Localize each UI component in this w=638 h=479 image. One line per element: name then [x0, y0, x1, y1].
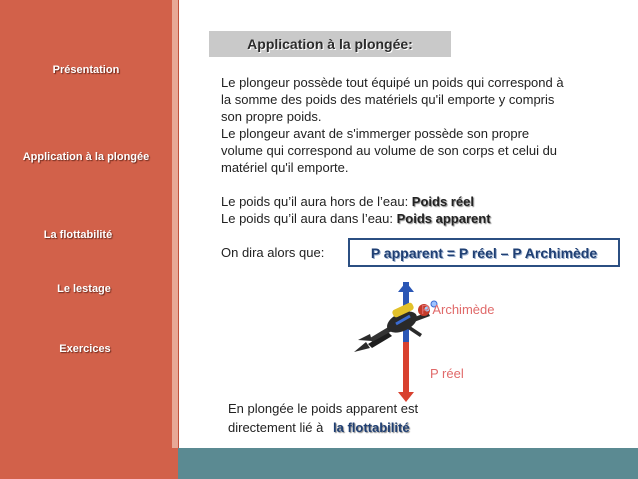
intro-line-2: la somme des poids des matériels qu'il emporte y compris: [221, 92, 555, 107]
poids-dans-eau-label: Le poids qu’il aura dans l’eau:: [221, 211, 397, 226]
intro-line-5: volume qui correspond au volume de son corps et celui du: [221, 143, 558, 158]
intro-line-1: Le plongeur possède tout équipé un poids qui correspond à: [221, 75, 564, 90]
conclusion-line-1: En plongée le poids apparent est: [228, 401, 419, 416]
formula-box: P apparent = P réel – P Archimède: [348, 238, 620, 267]
on-dira-label: On dira alors que:: [221, 245, 325, 260]
footer-bar-sidebar-part: [0, 448, 178, 479]
flottabilite-term: la flottabilité: [333, 420, 410, 435]
archimede-arrow-head: [398, 282, 414, 292]
poids-hors-eau-line: [221, 193, 616, 210]
page-title: Application à la plongée:: [209, 31, 451, 57]
intro-line-3: son propre poids.: [221, 109, 322, 124]
p-archimede-label: P Archimède: [421, 302, 495, 317]
sidebar-item-lestage[interactable]: Le lestage: [57, 283, 111, 295]
poids-apparent-term: Poids apparent: [396, 211, 491, 226]
sidebar-item-exercices[interactable]: Exercices: [59, 343, 111, 355]
intro-line-4: Le plongeur avant de s'immerger possède son propre: [221, 126, 530, 141]
poids-reel-term: Poids réel: [411, 194, 474, 209]
sidebar-item-application-plongee[interactable]: Application à la plongée: [22, 151, 150, 163]
poids-hors-eau-label: Le poids qu’il aura hors de l’eau:: [221, 194, 412, 209]
sidebar-divider-line: [178, 0, 179, 479]
conclusion-line-2: [228, 419, 410, 436]
p-reel-label: P réel: [430, 366, 464, 381]
intro-line-6: matériel qu'il emporte.: [221, 160, 349, 175]
sidebar-item-presentation[interactable]: Présentation: [52, 64, 120, 76]
sidebar-item-flottabilite[interactable]: La flottabilité: [43, 229, 113, 241]
conclusion-prefix: directement lié à: [228, 420, 327, 435]
poids-dans-eau-line: [221, 210, 616, 227]
